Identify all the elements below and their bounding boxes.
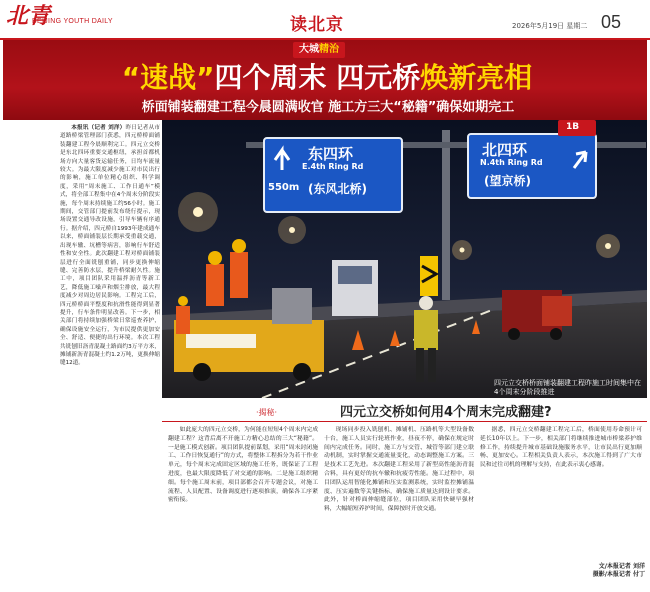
sign-right-note: (望京桥) [484, 174, 531, 188]
kicker-text-b: 精治 [319, 44, 339, 55]
section-title: 读北京 [290, 15, 344, 35]
sub-article-text-3: 据悉，四元立交桥翻建工程完工后，桥面使用寿命预计可延长10年以上。下一步，相关部门将继续推进城市桥梁养护维修工作，持续提升城市基础设施服务水平，让市民出行更加顺畅、更加安心。工程相关负责人表示，本次施工得到了广大市民和过往司机的理解与支持，在此表示衷心感谢。 [480, 427, 642, 469]
sub-article-title: 四元立交桥如何用4个周末完成翻建? [340, 405, 552, 420]
sub-article-tag: ·揭秘· [256, 408, 278, 417]
headline-banner [3, 40, 647, 120]
sub-article-byline: 文/本报记者 刘洋 摄影/本报记者 付丁 [592, 563, 645, 578]
issue-date: 2026年5月19日 星期二 [512, 22, 588, 30]
news-photo [162, 120, 647, 398]
main-headline [37, 62, 617, 94]
sub-article-column-2 [324, 426, 474, 560]
masthead [0, 0, 650, 40]
photo-caption: 四元立交桥桥面铺装翻建工程昨施工时间集中在4个周末分阶段推进 [494, 379, 641, 396]
sub-article-text-2: 现场同步投入铣刨机、摊铺机、压路机等大型设备数十台，施工人员实行轮班作业，昼夜不停，确保在规定时间内完成任务。同时，施工方与交管、城管等部门建立联动机制，实时掌握交通流量变化，动态调整施工方案。三是技术工艺先进。本次翻建工程采用了新型高性能沥青混合料，具有更好的抗车辙和抗疲劳性能。施工过程中，项目团队运用智能化摊铺和压实监测系统，实时监控摊铺温度、压实遍数等关键指标，确保施工质量达到设计要求。此外，针对桥面伸缩缝部位，项目团队采用快硬早强材料，大幅缩短养护时间，保障按时开放交通。 [324, 427, 474, 513]
sign-right-title: 北四环 [482, 141, 528, 159]
sub-article-column-3 [480, 426, 642, 560]
headline-part-c: 焕新亮相 [420, 61, 533, 94]
sign-right-english: N.4th Ring Rd [480, 158, 543, 167]
sub-headline: 桥面铺装翻建工程今晨圆满收官 施工方三大“秘籍”确保如期完工 [141, 100, 515, 115]
page-number: 05 [601, 12, 622, 32]
lead-article-text: 昨日记者从市道路桥梁管理部门获悉，四元桥桥面铺装翻建工程今晨顺利完工。四元立交桥是东北四环重要交通枢纽，承担首都机场方向大量客货运输任务，日均车流量较大。为最大限度减少施工对市民出行的影响，施工单位精心组织、科学调度，采用“周末施工、工作日通车”模式，将全部工程集中在4个周末分阶段实施，每个周末持续施工约56小时。施工期间，交管部门提前发布绕行提示，现场设置交通导改设施，引导车辆有序通行。据介绍，四元桥自1993年建成通车以来，桥面铺装层长期承受重载交通，出现车辙、坑槽等病害，影响行车舒适性和安全性。此次翻建工程对桥面铺装层进行全面铣刨重铺，同步更换伸缩缝、完善防水层，提升桥梁耐久性。施工中，项目团队采用温拌沥青等新工艺，降低施工噪声和烟尘排放，最大程度减少对周边居民影响。工程完工后，四元桥桥面平整度和抗滑性能得到显著提升，行车条件明显改善。下一步，相关部门将持续加强桥梁日常巡查养护，确保设施安全运行，为市民提供更加安全、舒适、便捷的出行环境。本次工程共铣刨旧沥青混凝土路面约3万平方米，摊铺新沥青混凝土约1.2万吨，更换伸缩缝12道。 [60, 125, 160, 367]
kicker-text-a: 大城 [299, 44, 319, 55]
sign-left-distance: 550m [268, 182, 300, 193]
sign-top-number: 1B [566, 122, 580, 132]
sub-article-column-1 [168, 426, 318, 560]
sign-left-title: 东四环 [308, 145, 354, 163]
headline-part-b: 四个周末 四元桥 [214, 61, 421, 94]
night-construction-scene [162, 120, 647, 398]
lead-article [60, 124, 160, 566]
lead-article-author: 本报讯（记者 刘洋） [71, 125, 126, 131]
sub-article-text-1: 如此庞大的四元立交桥，为何能在短短4个周末内完成翻建工程？这背后离不开施工方精心总结的三大“秘籍”。一是施工模式创新。项目团队提前谋划，采用“周末封闭施工、工作日恢复通行”的方式，将整体工程拆分为若干作业单元，每个周末完成固定区域的施工任务，既保证了工程进度，也最大限度降低了对交通的影响。二是施工组织精细。每个施工周末前，项目部都会召开专题会议，对施工流程、人员配置、设备调度进行逐项推演，确保各工序紧密衔接。 [168, 427, 318, 504]
headline-part-a: “速战” [121, 61, 215, 94]
sub-article-rule [162, 421, 647, 422]
sign-left-note: (东风北桥) [308, 182, 367, 196]
column-kicker [293, 42, 345, 58]
sign-left-english: E.4th Ring Rd [302, 162, 364, 171]
newspaper-logo: 北青 [6, 3, 51, 29]
newspaper-logo-subtitle: BEIJING YOUTH DAILY [32, 18, 113, 25]
